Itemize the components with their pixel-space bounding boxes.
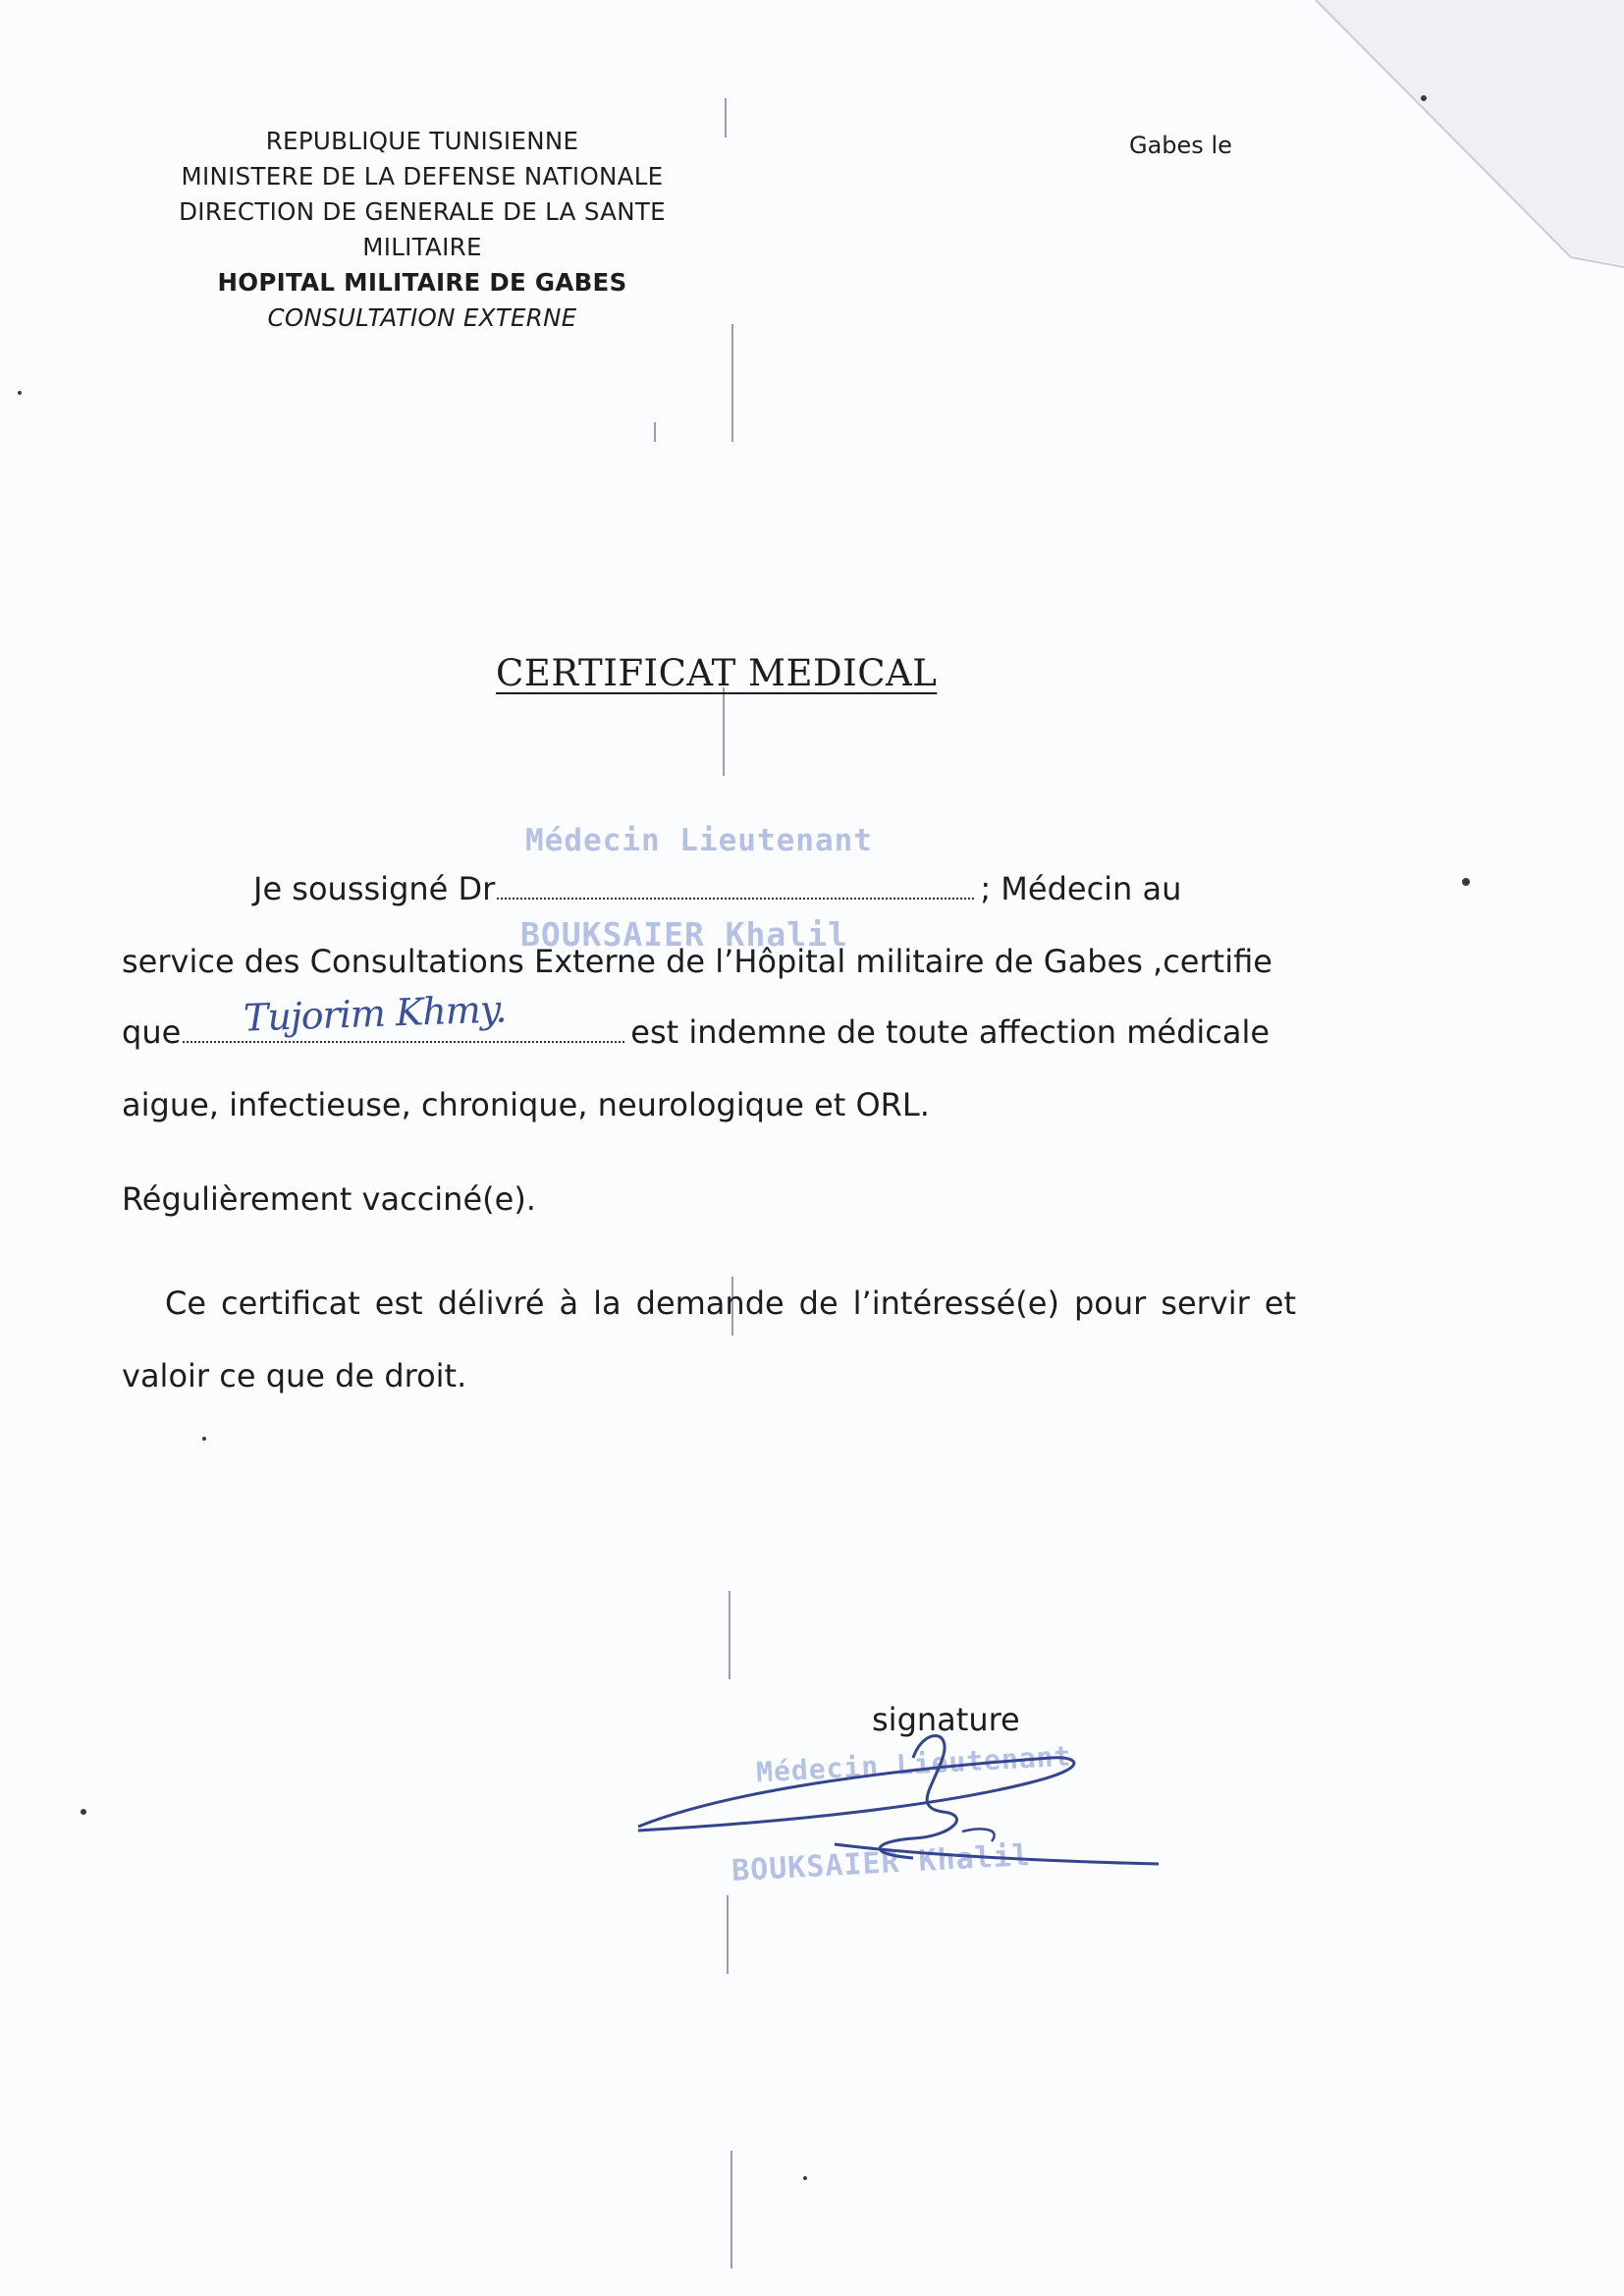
header-department: CONSULTATION EXTERNE [267, 303, 577, 332]
patient-line-start: que [122, 1013, 182, 1051]
conditions-line: aigue, infectieuse, chronique, neurologique et ORL. [122, 1086, 930, 1123]
purpose-line-2: valoir ce que de droit. [122, 1357, 467, 1394]
doctor-signature [619, 1728, 1168, 1905]
header-direction: DIRECTION DE GENERALE DE LA SANTE MILITAIRE [179, 197, 666, 261]
doctor-line-end: ; Médecin au [980, 870, 1182, 907]
signature-flourish-stroke [880, 1736, 956, 1859]
doctor-name-blank [497, 897, 974, 900]
signature-stamp-name: BOUKSAIER Khalil [731, 1838, 1032, 1888]
folded-corner [1316, 0, 1624, 265]
patient-line-end: est indemne de toute affection médicale [630, 1013, 1271, 1051]
header-ministry: MINISTERE DE LA DEFENSE NATIONALE [181, 162, 664, 191]
doctor-line [253, 870, 1181, 907]
header-hospital: HOPITAL MILITAIRE DE GABES [217, 268, 627, 297]
place-date: Gabes le [1129, 132, 1232, 159]
vaccination-line: Régulièrement vacciné(e). [122, 1180, 536, 1218]
issuer-header [137, 124, 707, 336]
stamp-name: BOUKSAIER Khalil [520, 915, 848, 954]
signature-label: signature [872, 1701, 1020, 1738]
handwritten-patient-name: Tujorim Khmy. [243, 987, 507, 1040]
stamp-rank: Médecin Lieutenant [525, 823, 873, 858]
header-republic: REPUBLIQUE TUNISIENNE [265, 127, 579, 155]
patient-name-blank [183, 1040, 624, 1043]
doctor-line-start: Je soussigné Dr [253, 870, 496, 907]
purpose-line-1: Ce certificat est délivré à la demande de l’intéressé(e) pour servir et [165, 1285, 1296, 1322]
service-line: service des Consultations Externe de l’Hôpital militaire de Gabes ,certifie [122, 943, 1272, 980]
document-title: CERTIFICAT MEDICAL [496, 652, 938, 694]
signature-loop-stroke [638, 1758, 1074, 1831]
signature-tail-stroke [962, 1829, 995, 1841]
signature-underline-stroke [835, 1844, 1159, 1864]
signature-stamp-rank: Médecin Lieutenant [755, 1739, 1073, 1789]
fold-speckles [654, 98, 733, 2269]
